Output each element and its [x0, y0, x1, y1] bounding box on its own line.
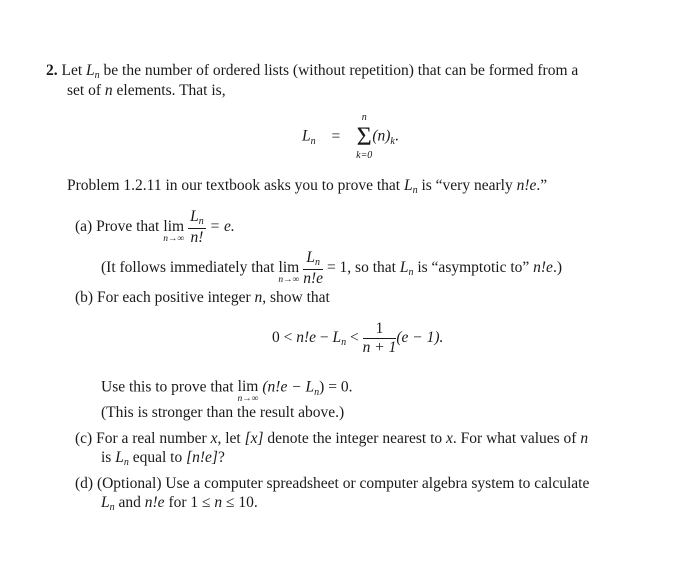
- math-expr: (n!e − L: [262, 378, 315, 396]
- lim-under: n→∞: [163, 233, 185, 244]
- text: is “asymptotic to”: [417, 259, 530, 277]
- text: (Optional) Use a computer spreadsheet or computer algebra system to calculate: [96, 475, 590, 492]
- math-var: n: [104, 82, 113, 99]
- math-var: L: [403, 177, 413, 194]
- numerator: 1: [363, 320, 397, 339]
- math-var: n: [580, 430, 589, 447]
- denominator: n!: [190, 229, 204, 246]
- math-var: x: [446, 430, 453, 447]
- lim-under: n→∞: [237, 394, 259, 404]
- math-sub: n: [412, 185, 418, 196]
- text: .”: [536, 177, 548, 194]
- lim-under: n→∞: [278, 274, 300, 285]
- math-var: L: [302, 127, 311, 145]
- text: (It follows immediately that: [101, 259, 275, 277]
- summation: [356, 112, 372, 162]
- math-sub: n: [109, 502, 115, 513]
- numerator: [188, 208, 206, 229]
- fraction: [363, 320, 397, 357]
- part-b-inequality: [272, 320, 443, 357]
- text: .: [394, 127, 399, 145]
- part-d-line2: [101, 494, 258, 512]
- math-var: L: [399, 259, 409, 277]
- lim: lim: [278, 258, 300, 276]
- text: denote the integer nearest to: [267, 430, 443, 447]
- lim: lim: [163, 217, 185, 235]
- part-c-line1: [75, 430, 588, 448]
- text: 0 <: [272, 329, 293, 347]
- text: is: [101, 449, 112, 466]
- math-var: n: [254, 289, 263, 306]
- text: .): [552, 259, 562, 277]
- display-equation: [302, 112, 399, 162]
- math-sub: n: [341, 337, 347, 349]
- math-var: L: [101, 494, 110, 511]
- part-c-line2: [101, 449, 225, 467]
- text: and: [118, 494, 141, 511]
- math-var: L: [115, 449, 124, 466]
- sum-lower: k=0: [356, 150, 373, 161]
- math-var: L: [306, 249, 315, 266]
- math-sub: n: [123, 457, 129, 468]
- text: , let: [217, 430, 241, 447]
- math-sub: n: [314, 386, 320, 398]
- math-sub: n: [198, 216, 204, 227]
- numerator: [303, 249, 323, 270]
- problem-number: 2.: [46, 62, 58, 79]
- limit: [163, 217, 185, 244]
- math-sub: k: [390, 135, 395, 147]
- part-label: (a): [75, 218, 93, 236]
- math-expr: (e − 1).: [396, 329, 444, 347]
- math-var: L: [86, 62, 95, 79]
- part-b-note: (This is stronger than the result above.): [101, 404, 345, 421]
- denominator: n + 1: [362, 339, 397, 356]
- math-sub: n: [94, 70, 100, 81]
- part-label: (d): [75, 475, 94, 492]
- text: Let: [61, 62, 83, 79]
- math-term: (n): [372, 127, 391, 145]
- denominator: n!e: [303, 270, 324, 287]
- math-sub: n: [408, 267, 414, 279]
- problem-intro-line1: [46, 62, 578, 80]
- text: . For what values of: [452, 430, 577, 447]
- text: elements. That is,: [116, 82, 226, 99]
- part-label: (c): [75, 430, 93, 447]
- math-var: x: [210, 430, 218, 447]
- fraction: [303, 249, 323, 288]
- sum-upper: n: [361, 112, 367, 123]
- math-var: L: [190, 208, 199, 225]
- text: , show that: [262, 289, 330, 306]
- text: Problem 1.2.11 in our textbook asks you to prove that: [67, 177, 401, 194]
- part-d-line1: [75, 475, 589, 493]
- text: For each positive integer: [96, 289, 251, 306]
- sum-sign: Σ: [356, 122, 372, 151]
- less-than: <: [350, 329, 359, 347]
- text: is “very nearly: [421, 177, 513, 194]
- part-b-use: [101, 376, 353, 404]
- lim: lim: [237, 378, 259, 395]
- math-expr: n!e: [144, 494, 165, 511]
- math-var: n: [214, 494, 223, 511]
- text: equal to: [132, 449, 183, 466]
- equals-sign: =: [331, 127, 341, 145]
- text: for 1 ≤: [168, 494, 211, 511]
- limit: [278, 258, 300, 285]
- math-expr: n!e: [516, 177, 537, 194]
- limit: [237, 380, 258, 404]
- math-var: L: [332, 329, 342, 347]
- text: ?: [217, 449, 225, 466]
- math-sub: n: [310, 135, 316, 147]
- minus: −: [319, 329, 329, 347]
- text: = 1, so that: [326, 259, 396, 277]
- part-a-note: [101, 249, 562, 288]
- part-label: (b): [75, 289, 94, 306]
- problem-intro-line2: [67, 82, 226, 100]
- fraction: [188, 208, 206, 247]
- text: For a real number: [96, 430, 207, 447]
- math-rhs: = e.: [209, 218, 235, 236]
- math-expr: n!e: [296, 329, 317, 347]
- textbook-line: [67, 177, 547, 195]
- part-b: [75, 289, 330, 307]
- text: Prove that: [96, 218, 160, 236]
- part-a: [75, 208, 235, 247]
- text: ) = 0.: [319, 378, 353, 396]
- math-expr: [x]: [244, 430, 264, 447]
- text: ≤ 10.: [226, 494, 258, 511]
- math-expr: [n!e]: [186, 449, 218, 466]
- math-sub: n: [314, 257, 320, 268]
- text: be the number of ordered lists (without repetition) that can be formed from a: [103, 62, 579, 79]
- text: set of: [67, 82, 102, 99]
- text: Use this to prove that: [101, 378, 234, 396]
- math-expr: n!e: [533, 259, 553, 277]
